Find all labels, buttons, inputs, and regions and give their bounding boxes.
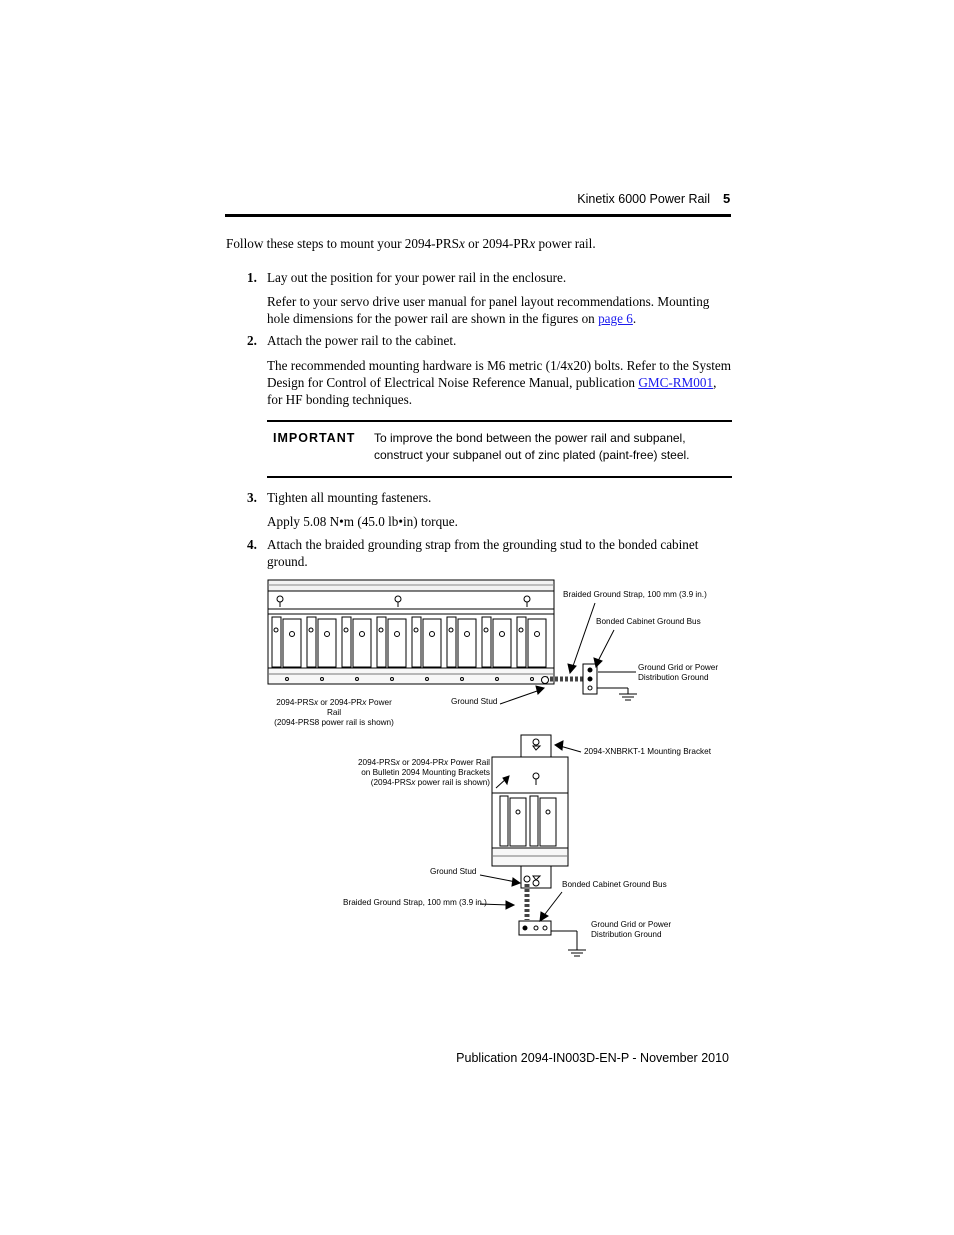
rail-slot-bay (283, 619, 301, 667)
rail-slot-connector (377, 617, 386, 667)
page-number: 5 (723, 191, 731, 206)
page-6-link[interactable]: page 6 (598, 311, 633, 326)
rail-slot-screw (449, 628, 453, 632)
vrail-slot-hole (516, 810, 520, 814)
fig2-braided-strap-label: Braided Ground Strap, 100 mm (3.9 in.) (343, 898, 487, 907)
fig1-ground-grid-label: Ground Grid or Power Distribution Ground (638, 663, 719, 682)
step-4-number: 4. (247, 537, 257, 552)
vrail-slot-connector (500, 796, 508, 846)
publication-footer: Publication 2094-IN003D-EN-P - November 2010 (456, 1051, 729, 1065)
fig2-ground-stud-label: Ground Stud (430, 867, 477, 876)
step-1-text: Lay out the position for your power rail in the enclosure. (267, 270, 567, 285)
rail-slot-hole (535, 632, 540, 637)
rail-slot-connector (517, 617, 526, 667)
step-4-text: Attach the braided grounding strap from the grounding stud to the bonded cabinet ground. (267, 537, 699, 569)
rail-slot-hole (290, 632, 295, 637)
rail-slot-hole (360, 632, 365, 637)
rail-slot-hole (325, 632, 330, 637)
vrail-slot-hole (546, 810, 550, 814)
step-3-number: 3. (247, 490, 257, 505)
fig2-bracket-label: 2094-XNBRKT-1 Mounting Bracket (584, 747, 711, 756)
rail-slot-hole (395, 632, 400, 637)
step-2-number: 2. (247, 333, 257, 348)
fig1-ground-stud-label: Ground Stud (451, 697, 498, 706)
intro-paragraph: Follow these steps to mount your 2094-PRSx or 2094-PRx power rail. (226, 236, 596, 251)
rail-slot-connector (272, 617, 281, 667)
important-text: To improve the bond between the power rail and subpanel, construct your subpanel out of zinc plated (paint-free) steel. (374, 431, 690, 462)
running-header-title: Kinetix 6000 Power Rail (577, 192, 710, 206)
rail-slot-screw (519, 628, 523, 632)
rail-slot-bay (423, 619, 441, 667)
rail-slot-bay (388, 619, 406, 667)
step-3-text: Tighten all mounting fasteners. (267, 490, 432, 505)
step-2-detail: The recommended mounting hardware is M6 metric (1/4x20) bolts. Refer to the System Design for Control of Electrical Noise Reference Manual, publication GMC-RM001, for HF bonding techniques. (267, 358, 732, 407)
rail-slot-connector (342, 617, 351, 667)
power-rail-slots (272, 617, 556, 846)
rail-slot-hole (465, 632, 470, 637)
rail-slot-bay (458, 619, 476, 667)
rail-slot-hole (430, 632, 435, 637)
rail-slot-connector (482, 617, 491, 667)
rail-slot-bay (353, 619, 371, 667)
important-label: IMPORTANT (273, 431, 356, 445)
vrail-slot-bay (540, 798, 556, 846)
rail-slot-bay (318, 619, 336, 667)
rail-slot-bay (528, 619, 546, 667)
fig1-cabinet-bus-label: Bonded Cabinet Ground Bus (596, 617, 701, 626)
rail-slot-connector (447, 617, 456, 667)
rail-slot-screw (309, 628, 313, 632)
gmc-rm001-link[interactable]: GMC-RM001 (638, 375, 714, 390)
vrail-slot-connector (530, 796, 538, 846)
step-2-text: Attach the power rail to the cabinet. (267, 333, 457, 348)
rail-slot-screw (379, 628, 383, 632)
fig2-ground-grid-label: Ground Grid or Power Distribution Ground (591, 920, 672, 939)
fig1-power-rail-label: 2094-PRSx or 2094-PRx Power Rail (2094-PRS8 power rail is shown) (274, 698, 394, 727)
rail-slot-bay (493, 619, 511, 667)
step-3-detail: Apply 5.08 N•m (45.0 lb•in) torque. (267, 514, 458, 529)
fig2-power-rail-label: 2094-PRSx or 2094-PRx Power Rail on Bulletin 2094 Mounting Brackets (2094-PRSx power rail is shown) (358, 758, 490, 787)
vrail-slot-bay (510, 798, 526, 846)
rail-slot-hole (500, 632, 505, 637)
rail-slot-connector (307, 617, 316, 667)
fig2-cabinet-bus-label: Bonded Cabinet Ground Bus (562, 880, 667, 889)
rail-slot-screw (484, 628, 488, 632)
rail-slot-connector (412, 617, 421, 667)
step-1-number: 1. (247, 270, 257, 285)
rail-slot-screw (274, 628, 278, 632)
rail-slot-screw (344, 628, 348, 632)
rail-slot-screw (414, 628, 418, 632)
fig1-braided-strap-label: Braided Ground Strap, 100 mm (3.9 in.) (563, 590, 707, 599)
braided-strap-horizontal (542, 677, 586, 684)
step-1-detail: Refer to your servo drive user manual for panel layout recommendations. Mounting hole dimensions for the power rail are shown in the figures on page 6. (267, 294, 710, 326)
